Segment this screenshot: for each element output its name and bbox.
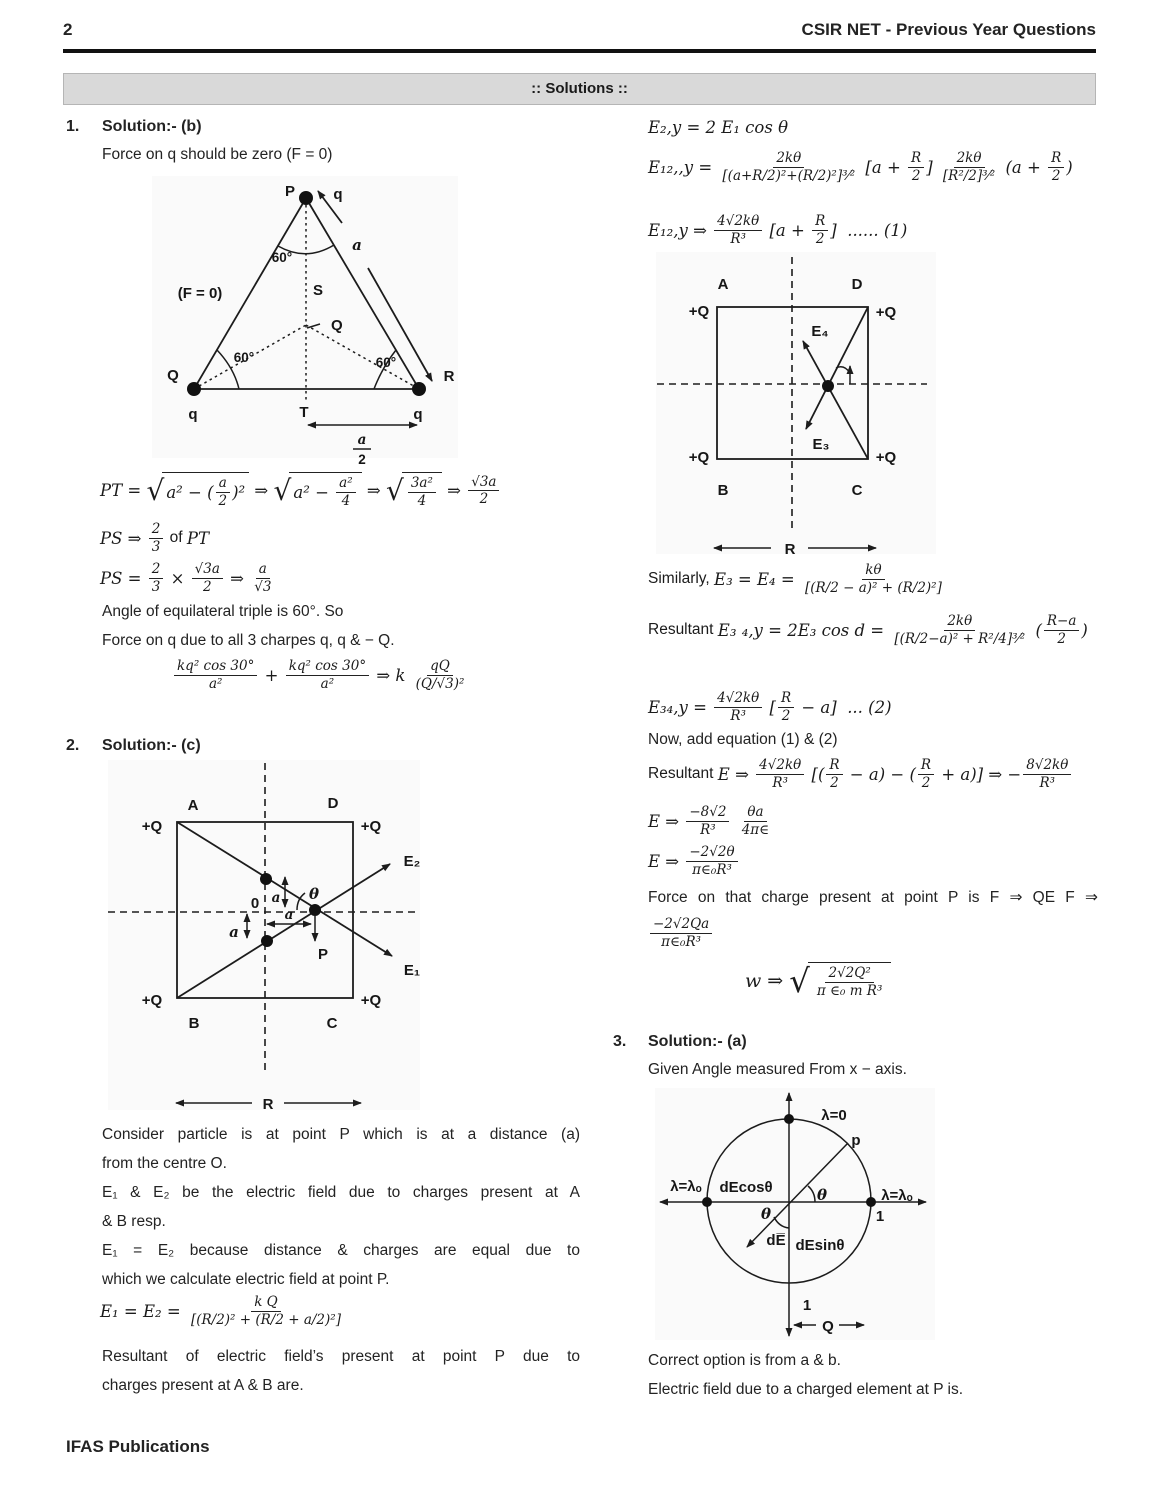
label-q-top: q: [333, 186, 343, 203]
label-theta: θ: [308, 885, 320, 903]
label-plusQ-bl: +Q: [141, 992, 163, 1009]
header-title: CSIR NET - Previous Year Questions: [801, 20, 1096, 39]
label-dE-vector: dE̅: [766, 1232, 786, 1249]
sol2-para-line3: E₁ & E₂ be the electric field due to charges present at A: [102, 1184, 580, 1201]
sol2-para-line5: E₁ = E₂ because distance & charges are equal due to: [102, 1242, 580, 1259]
equation-resultant-E: Resultant E ⇒ $\frac{4√2k\theta}{\text{R³}}$ [( $\frac{R}{2}$ − a) − ( $\frac{R}{2}$ + a)] ⇒ − $\frac{8√2k\theta}{\text{R³}}$: [648, 757, 1073, 792]
solutions-banner: :: Solutions ::: [63, 73, 1096, 105]
label-theta-right: θ: [816, 1186, 828, 1204]
label-B: B: [717, 482, 729, 499]
equation-e12y-full: E₁₂,,y = $\frac{2k\theta}{\text{[(a+R/2)²+(R/2)²]³⁄²}}$ [a + $\frac{R}{2}$ ] $\frac{2k\theta}{\text{[R²/2]³⁄²}}$ (a + $\frac{R}{2}$ ): [648, 150, 1073, 184]
label-R: R: [784, 541, 796, 558]
label-plusQ-tl: +Q: [141, 818, 163, 835]
sol3-given-line: Given Angle measured From x − axis.: [648, 1061, 907, 1078]
label-lambda-right: λ=λₒ: [881, 1187, 913, 1204]
equation-e12y-result: E₁₂,y ⇒ $\frac{4√2k\theta}{\text{R³}}$ [a + $\frac{R}{2}$ ] ...... (1): [648, 213, 908, 247]
svg-text:a: a: [357, 432, 367, 448]
point-dot: [822, 380, 834, 392]
circle-figure: [648, 1082, 940, 1344]
equation-force-balance: $\frac{\text{kq² cos 30°}}{\text{a²}}$ + $\frac{\text{kq² cos 30°}}{\text{a²}}$ ⇒ k $\frac{qQ}{\text{(Q/√3)²}}$: [172, 658, 469, 693]
label-O: 0: [250, 895, 260, 912]
label-plusQ-tl: +Q: [688, 303, 710, 320]
figure-background: [108, 760, 420, 1110]
label-q-bl: q: [188, 406, 198, 423]
label-60-right: 60°: [375, 355, 397, 370]
label-Q-left: Q: [167, 367, 179, 384]
sol2-force-line: Force on that charge present at point P is F ⇒ QE F ⇒: [648, 889, 1098, 906]
equation-similarly: Similarly, E₃ = E₄ = $\frac{k\theta}{\text{[(R/2 − a)² + (R/2)²]}}$: [648, 562, 942, 596]
label-plusQ-tr: +Q: [360, 818, 382, 835]
label-plusQ-tr: +Q: [875, 304, 897, 321]
equation-force-F: $\frac{-2√2Qa}{\text{π∈₀R³}}$: [648, 916, 714, 951]
equation-e34-result: E₃₄,y = $\frac{4√2k\theta}{\text{R³}}$ [ $\frac{R}{2}$ − a] ... (2): [648, 690, 892, 724]
label-dEcos: dEcosθ: [719, 1179, 773, 1196]
sol3-line2: Electric field due to a charged element at P is.: [648, 1381, 964, 1398]
sol3-title: Solution:- (a): [648, 1033, 747, 1050]
sol1-intro: Force on q should be zero (F = 0): [102, 146, 333, 163]
label-A: A: [187, 797, 199, 814]
label-a-up: a: [271, 890, 281, 906]
sol2-para2-line1: Resultant of electric field’s present at point P due to: [102, 1348, 580, 1365]
sol3-line1: Correct option is from a & b.: [648, 1352, 841, 1369]
sol1-line-force: Force on q due to all 3 charpes q, q & − Q.: [102, 632, 395, 649]
label-E1: E₁: [403, 962, 421, 979]
label-plusQ-br: +Q: [875, 449, 897, 466]
equation-pt: PT = √ a² − ( $\frac{a}{2}$ )² ⇒ √ a² − $\frac{\text{a²}}{4}$ ⇒ √ $\frac{\text{3a²}}{4}$ ⇒ $\frac{√3a}{2}$: [100, 472, 501, 510]
equation-ps-2: PS = $\frac{2}{3}$ × $\frac{√3a}{2}$ ⇒ $\frac{a}{√3}$: [100, 561, 272, 595]
label-C: C: [326, 1015, 338, 1032]
header-rule: [63, 49, 1096, 53]
label-T: T: [299, 404, 309, 421]
square-figure-right: [650, 248, 942, 560]
footer-publisher: IFAS Publications: [66, 1437, 210, 1456]
label-A: A: [717, 276, 729, 293]
label-D: D: [327, 795, 339, 812]
label-lambda-zero: λ=0: [821, 1107, 847, 1124]
label-S: S: [312, 282, 324, 299]
label-P: P: [317, 946, 329, 963]
sol2-para-line2: from the centre O.: [102, 1155, 227, 1172]
equation-e2y: E₂,y = 2 E₁ cos θ: [648, 118, 789, 137]
equation-resultant-e34: Resultant E₃ ₄,y = 2E₃ cos d = $\frac{2k\theta}{\text{[(R/2−a)² + R²/4]³⁄²}}$ ( $\frac{R-a}{2}$ ): [648, 613, 1088, 647]
label-Q: Q: [822, 1318, 834, 1335]
sol2-para2-line2: charges present at A & B are.: [102, 1377, 304, 1394]
square-figure-left: [100, 755, 430, 1120]
label-D: D: [851, 276, 863, 293]
label-C: C: [851, 482, 863, 499]
label-plusQ-br: +Q: [360, 992, 382, 1009]
label-a-mid: a: [284, 907, 294, 923]
label-E3: E₃: [812, 436, 830, 453]
sol1-line-angle: Angle of equilateral triple is 60°. So: [102, 603, 344, 620]
page-number: 2: [63, 20, 73, 39]
equation-e1-e2: E₁ = E₂ = $\frac{\text{k Q}}{\text{[(R/2)² + (R/2 + a/2)²]}}$: [100, 1294, 341, 1328]
label-lambda-left: λ=λₒ: [670, 1178, 702, 1195]
figure-background: [655, 1088, 935, 1340]
equation-E-step2: E ⇒ $\frac{-2√2\theta}{\text{π∈₀R³}}$: [648, 844, 740, 879]
figure-background: [656, 252, 936, 554]
label-one-bottom: 1: [802, 1297, 812, 1314]
sol3-number: 3.: [613, 1033, 627, 1050]
sol2-add-line: Now, add equation (1) & (2): [648, 731, 838, 748]
label-F0: (F = 0): [177, 285, 223, 302]
label-E4: E₄: [811, 323, 829, 340]
sol2-title: Solution:- (c): [102, 737, 201, 754]
label-P: P: [284, 183, 296, 200]
label-plusQ-bl: +Q: [688, 449, 710, 466]
label-Q-center: Q: [331, 317, 343, 334]
equation-E-step1: E ⇒ $\frac{-8√2}{\text{R³}}$ $\frac{\theta a}{4\pi\in}$: [648, 804, 770, 838]
triangle-figure: [140, 172, 470, 467]
label-a-low: a: [229, 923, 239, 941]
label-R: R: [443, 368, 455, 385]
label-q-br: q: [413, 406, 423, 423]
label-R: R: [262, 1096, 274, 1113]
label-theta-left: θ: [760, 1205, 772, 1223]
label-B: B: [188, 1015, 200, 1032]
label-dEsin: dEsinθ: [795, 1237, 845, 1254]
label-E2: E₂: [403, 853, 421, 870]
label-p: p: [851, 1132, 861, 1149]
sol1-title: Solution:- (b): [102, 118, 202, 135]
sol2-para-line4: & B resp.: [102, 1213, 166, 1230]
equation-w: w ⇒ √ $\frac{\text{2√2Q²}}{\text{π ∈₀ m R³}}$: [745, 962, 891, 1000]
label-a: a: [352, 236, 362, 254]
sol1-number: 1.: [66, 118, 80, 135]
label-one-right: 1: [875, 1208, 885, 1225]
label-60-top: 60°: [271, 250, 293, 265]
equation-ps-1: PS ⇒ $\frac{2}{3}$ of PT: [100, 521, 209, 555]
sol2-para-line6: which we calculate electric field at point P.: [102, 1271, 390, 1288]
label-60-left: 60°: [233, 350, 255, 365]
svg-text:2: 2: [358, 452, 366, 467]
sol2-number: 2.: [66, 737, 80, 754]
sol2-para-line1: Consider particle is at point P which is at a distance (a): [102, 1126, 580, 1143]
